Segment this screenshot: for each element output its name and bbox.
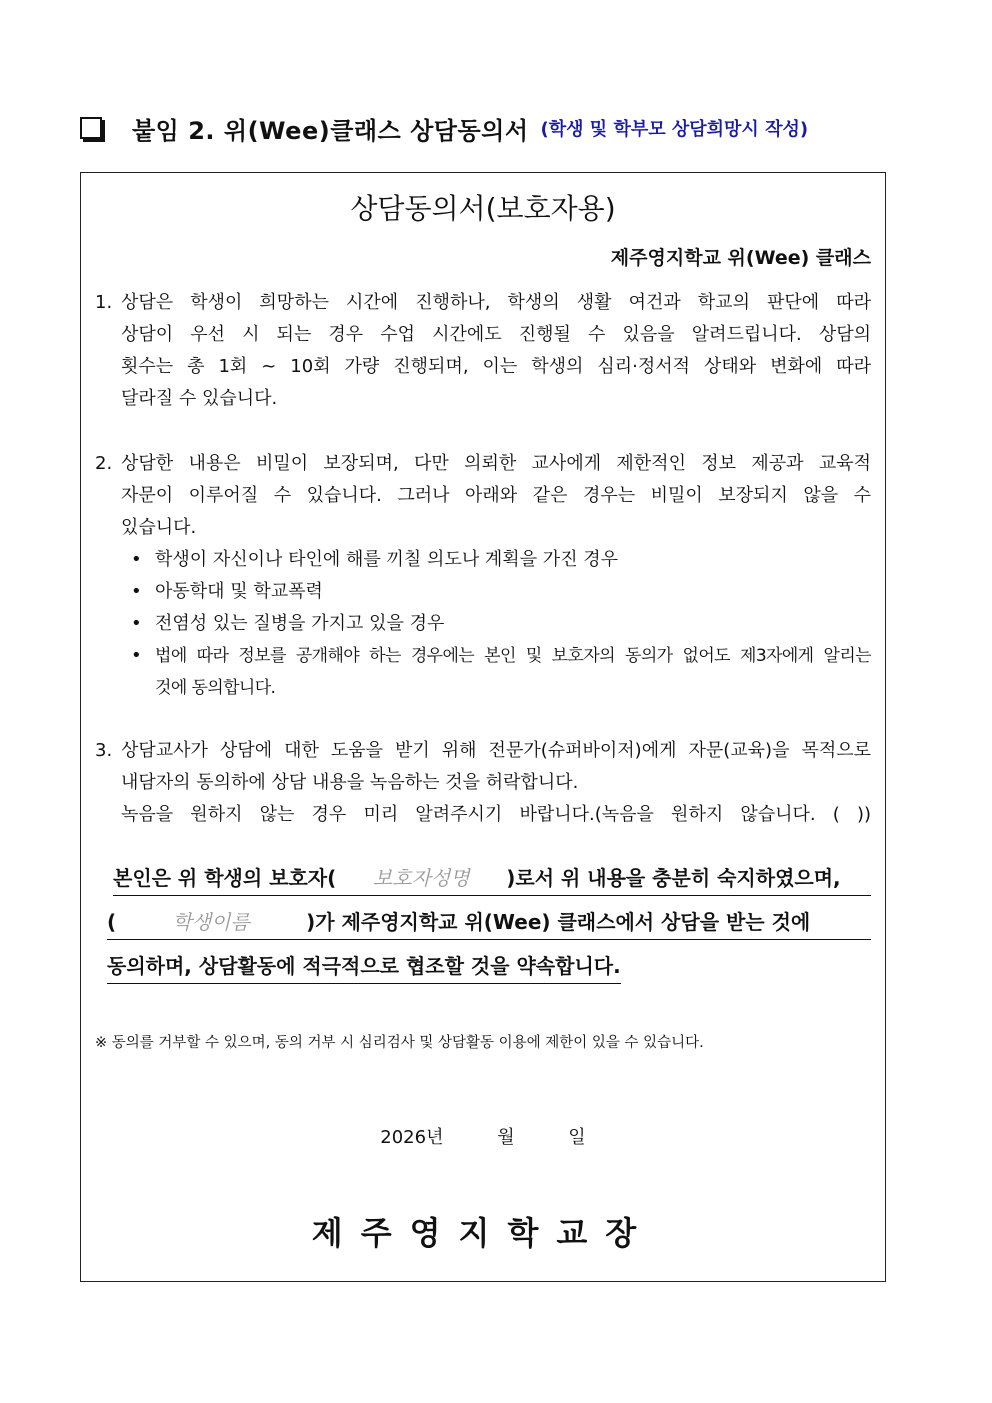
list-item-line: 것에 동의합니다. bbox=[155, 678, 276, 698]
item-3 bbox=[95, 735, 871, 831]
exception-list bbox=[95, 544, 871, 704]
item-line: 횟수는 총 1회 ~ 10회 가량 진행되며, 이는 학생의 심리·정서적 상태와 변화에 따라 bbox=[121, 356, 871, 377]
heading-subtitle: (학생 및 학부모 상담희망시 작성) bbox=[540, 119, 809, 140]
checkbox-icon bbox=[80, 117, 102, 139]
item-line: 달라질 수 있습니다. bbox=[121, 388, 278, 409]
list-item: • 학생이 자신이나 타인에 해를 끼칠 의도나 계획을 가진 경우 bbox=[95, 544, 871, 576]
list-item: • 전염성 있는 질병을 가지고 있을 경우 bbox=[95, 608, 871, 640]
student-name-field[interactable]: 학생이름 bbox=[172, 910, 250, 934]
item-line: 상담교사가 상담에 대한 도움을 받기 위해 전문가(슈퍼바이저)에게 자문(교육)을 목적으로 bbox=[121, 740, 871, 761]
item-number: 1. bbox=[95, 292, 113, 313]
consent-form bbox=[80, 172, 886, 1282]
item-line: 상담한 내용은 비밀이 보장되며, 다만 의뢰한 교사에게 제한적인 정보 제공과 교육적 bbox=[121, 453, 871, 474]
pledge-line-3: 동의하며, 상담활동에 적극적으로 협조할 것을 약속합니다. bbox=[107, 949, 621, 984]
attachment-heading bbox=[80, 108, 808, 148]
refusal-notice: ※ 동의를 거부할 수 있으며, 동의 거부 시 심리검사 및 상담활동 이용에 제한이 있을 수 있습니다. bbox=[95, 1035, 704, 1051]
item-1 bbox=[95, 287, 871, 415]
form-title: 상담동의서(보호자용) bbox=[350, 192, 616, 225]
heading-title: 붙임 2. 위(Wee)클래스 상담동의서 bbox=[132, 116, 529, 145]
item-line: 내담자의 동의하에 상담 내용을 녹음하는 것을 허락합니다. bbox=[121, 772, 579, 793]
guardian-name-field[interactable]: 보호자성명 bbox=[372, 866, 470, 890]
item-number: 2. bbox=[95, 453, 113, 474]
principal-signature: 제주영지학교장 bbox=[311, 1214, 655, 1252]
pledge-line-2: ( 학생이름 )가 제주영지학교 위(Wee) 클래스에서 상담을 받는 것에 bbox=[107, 905, 871, 940]
item-2 bbox=[95, 448, 871, 704]
date-line[interactable]: 2026년 월 일 bbox=[380, 1127, 586, 1148]
recording-opt-out: 녹음을 원하지 않는 경우 미리 알려주시기 바랍니다.(녹음을 원하지 않습니다. ( )) bbox=[121, 804, 871, 825]
org-name: 제주영지학교 위(Wee) 클래스 bbox=[610, 247, 871, 269]
item-line: 있습니다. bbox=[121, 517, 197, 538]
list-item bbox=[95, 640, 871, 704]
pledge-line-1: 본인은 위 학생의 보호자( 보호자성명 )로서 위 내용을 충분히 숙지하였으며, bbox=[113, 861, 871, 896]
item-line: 자문이 이루어질 수 있습니다. 그러나 아래와 같은 경우는 비밀이 보장되지 않을 수 bbox=[121, 485, 871, 506]
list-item-line: • 법에 따라 정보를 공개해야 하는 경우에는 본인 및 보호자의 동의가 없어도 제3자에게 알리는 bbox=[155, 646, 871, 666]
item-line: 상담은 학생이 희망하는 시간에 진행하나, 학생의 생활 여건과 학교의 판단에 따라 bbox=[121, 292, 871, 313]
item-number: 3. bbox=[95, 740, 113, 761]
list-item: • 아동학대 및 학교폭력 bbox=[95, 576, 871, 608]
item-line: 상담이 우선 시 되는 경우 수업 시간에도 진행될 수 있음을 알려드립니다. 상담의 bbox=[121, 324, 871, 345]
